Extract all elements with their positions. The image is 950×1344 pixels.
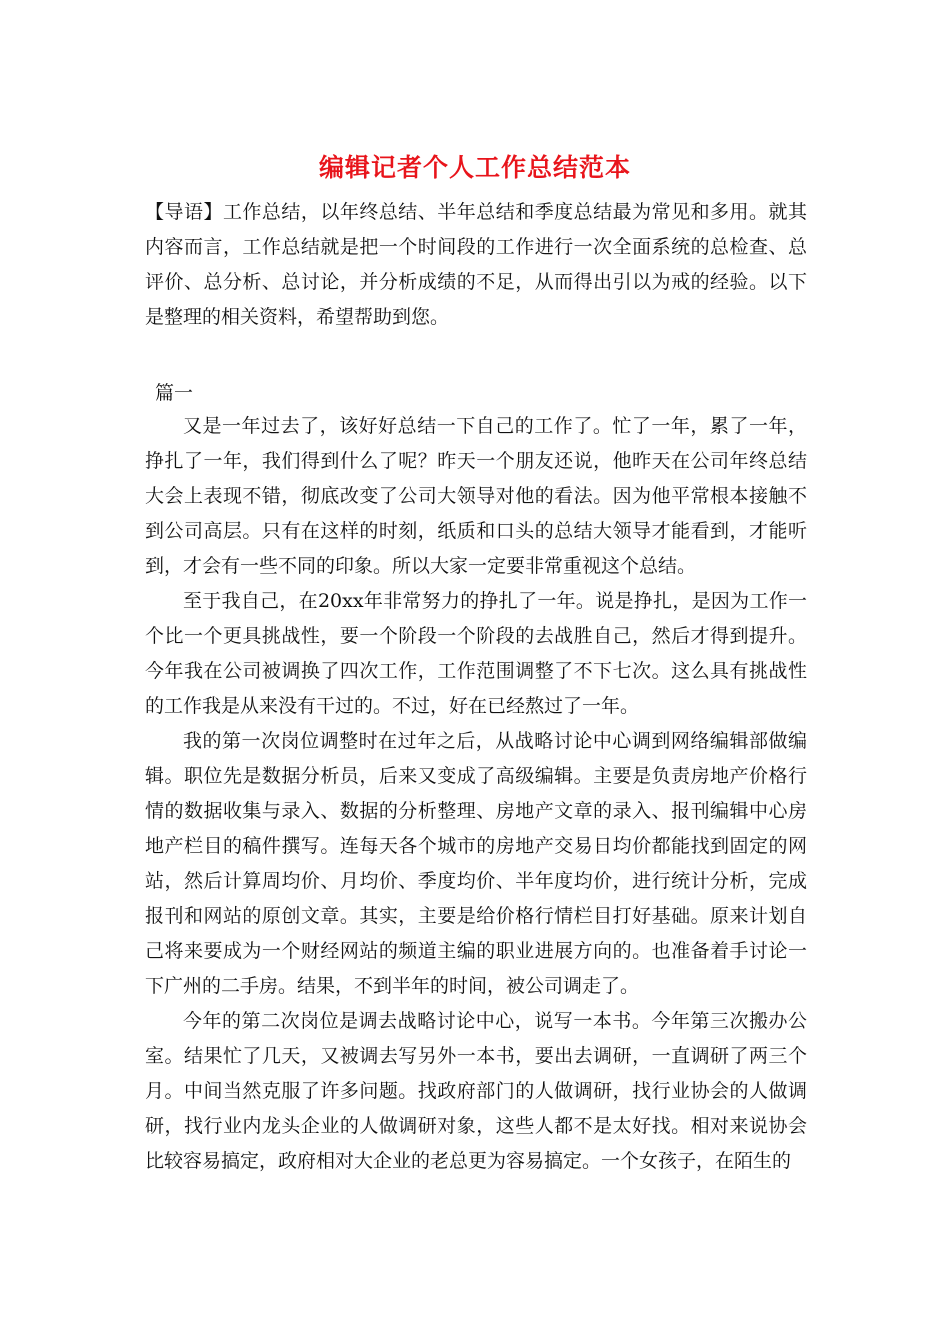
body-paragraph: 今年的第二次岗位是调去战略讨论中心，说写一本书。今年第三次搬办公室。结果忙了几天，又被调去写另外一本书，要出去调研，一直调研了两三个月。中间当然克服了许多问题。找政府部门的人做调研，找行业协会的人做调研，找行业内龙头企业的人做调研对象，这些人都不是太好找。相对来说协会比较容易搞定，政府相对大企业的老总更为容易搞定。一个女孩子，在陌生的 bbox=[145, 1010, 807, 1172]
body-paragraph: 又是一年过去了，该好好总结一下自己的工作了。忙了一年，累了一年，挣扎了一年，我们得到什么了呢？昨天一个朋友还说，他昨天在公司年终总结大会上表现不错，彻底改变了公司大领导对他的看法。因为他平常根本接触不到公司高层。只有在这样的时刻，纸质和口头的总结大领导才能看到，才能听到，才会有一些不同的印象。所以大家一定要非常重视这个总结。 bbox=[145, 415, 807, 577]
body-paragraph: 我的第一次岗位调整时在过年之后，从战略讨论中心调到网络编辑部做编辑。职位先是数据分析员，后来又变成了高级编辑。主要是负责房地产价格行情的数据收集与录入、数据的分析整理、房地产文章的录入、报刊编辑中心房地产栏目的稿件撰写。连每天各个城市的房地产交易日均价都能找到固定的网站，然后计算周均价、月均价、季度均价、半年度均价，进行统计分析，完成报刊和网站的原创文章。其实，主要是给价格行情栏目打好基础。原来计划自己将来要成为一个财经网站的频道主编的职业进展方向的。也准备着手讨论一下广州的二手房。结果，不到半年的时间，被公司调走了。 bbox=[145, 730, 807, 997]
intro-text: 【导语】工作总结，以年终总结、半年总结和季度总结最为常见和多用。就其内容而言，工作总结就是把一个时间段的工作进行一次全面系统的总检查、总评价、总分析、总讨论，并分析成绩的不足，从而得出引以为戒的经验。以下是整理的相关资料，希望帮助到您。 bbox=[145, 201, 807, 328]
document-title: 编辑记者个人工作总结范本 bbox=[318, 153, 631, 182]
intro-paragraph bbox=[145, 195, 807, 335]
body-paragraph: 至于我自己，在20xx年非常努力的挣扎了一年。说是挣扎，是因为工作一个比一个更具挑战性，要一个阶段一个阶段的去战胜自己，然后才得到提升。今年我在公司被调换了四次工作，工作范围调整了不下七次。这么具有挑战性的工作我是从来没有干过的。不过，好在已经熬过了一年。 bbox=[145, 590, 807, 717]
section-heading: 篇一 bbox=[155, 382, 194, 404]
section-body bbox=[145, 409, 807, 1179]
